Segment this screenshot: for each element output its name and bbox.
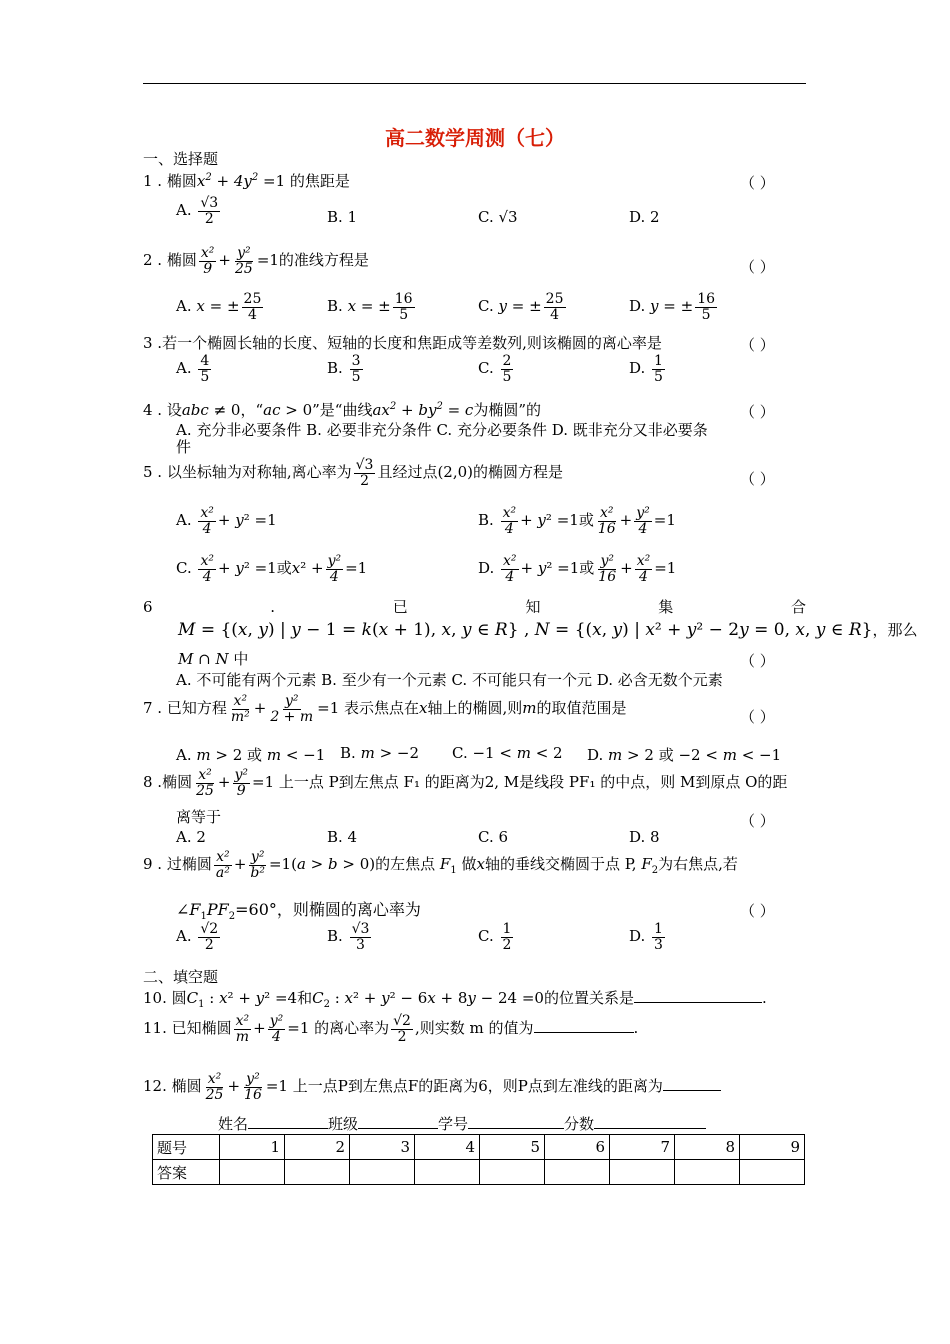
answer-paren-1: （ ） [740, 174, 775, 192]
q5-option-d: D. $\frac{\text{x²}}{4}$ + y² =1或 $\frac{\text{y²}}{16}$ + $\frac{\text{x²}}{4}$ =1 [478, 553, 677, 585]
q9-option-b: B. $\frac{√3}{3}$ [327, 921, 370, 953]
question-7: 7 . 已知方程 $\frac{\text{x²}}{\text{m²}}$ + $\frac{\text{y²}}{2 + m}$ =1 表示焦点在x轴上的椭圆,则m的取值范围是 [143, 693, 627, 725]
question-6-line-3: M ∩ N 中 [178, 650, 249, 668]
answer-paren-4: （ ） [740, 403, 775, 421]
q1-option-b: B. 1 [327, 208, 358, 226]
answer-table [152, 1134, 805, 1185]
q1-option-a: A. $\frac{√3}{2}$ [176, 195, 219, 227]
question-4: 4 . 设abc ≠ 0，“ac > 0”是“曲线$ax^2 + by^2 = c$为椭圆”的 [143, 401, 542, 419]
q6-options: A. 不可能有两个元素 B. 至少有一个元素 C. 不可能只有一个元 D. 必含无数个元素 [176, 671, 723, 689]
q7-option-c: C. −1 < m < 2 [452, 744, 563, 762]
q5-option-c: C. $\frac{\text{x²}}{4}$ + y² =1或x² + $\frac{\text{y²}}{4}$ =1 [176, 553, 368, 585]
answer-cell[interactable] [740, 1160, 805, 1185]
q7-option-a: A. m > 2 或 m < −1 [176, 746, 326, 764]
table-cell: 5 [480, 1135, 545, 1160]
name-field[interactable] [248, 1114, 328, 1129]
q8-option-d: D. 8 [629, 828, 660, 846]
q9-option-d: D. $\frac{1}{3}$ [629, 921, 663, 953]
q3-option-b: B. $\frac{3}{5}$ [327, 353, 361, 385]
q4-options-wrap: 件 [176, 438, 192, 456]
answer-paren-6: （ ） [740, 652, 775, 670]
q7-option-d: D. m > 2 或 −2 < m < −1 [587, 746, 782, 764]
question-1: 1 . 椭圆$x^2 + 4y^2 =1$ 的焦距是 [143, 172, 350, 190]
question-5: 5 . 以坐标轴为对称轴,离心率为 $\frac{√3}{2}$ 且经过点(2,0)的椭圆方程是 [143, 457, 564, 489]
row-label-answer: 答案 [153, 1160, 220, 1185]
table-row-answers [153, 1160, 805, 1185]
answer-cell[interactable] [480, 1160, 545, 1185]
section-choice-heading: 一、选择题 [143, 150, 219, 168]
question-6-sets: M = {(x, y) | y − 1 = k(x + 1), x, y ∈ R} , N = {(x, y) | x² + y² − 2y = 0, x, y ∈ R}，那么 [178, 620, 918, 640]
answer-paren-9: （ ） [740, 902, 775, 920]
class-field[interactable] [358, 1114, 438, 1129]
answer-blank-11[interactable] [534, 1018, 634, 1033]
q2-option-c: C. y = ± $\frac{25}{4}$ [478, 291, 564, 323]
answer-cell[interactable] [610, 1160, 675, 1185]
q2-option-b: B. x = ± $\frac{16}{5}$ [327, 291, 413, 323]
answer-cell[interactable] [285, 1160, 350, 1185]
top-rule [143, 83, 806, 84]
q8-option-b: B. 4 [327, 828, 358, 846]
table-cell: 8 [675, 1135, 740, 1160]
table-cell: 7 [610, 1135, 675, 1160]
table-row-numbers [153, 1135, 805, 1160]
answer-cell[interactable] [675, 1160, 740, 1185]
q3-option-a: A. $\frac{4}{5}$ [176, 353, 210, 385]
table-cell: 9 [740, 1135, 805, 1160]
page-title: 高二数学周测（七） [385, 126, 565, 150]
question-11: 11. 已知椭圆 $\frac{\text{x²}}{m}$ + $\frac{\text{y²}}{4}$ =1 的离心率为 $\frac{√2}{2}$ ,则实数 m 的值为 . [143, 1013, 639, 1045]
student-id-field[interactable] [468, 1114, 564, 1129]
table-cell: 1 [220, 1135, 285, 1160]
row-label-number: 题号 [153, 1135, 220, 1160]
answer-cell[interactable] [350, 1160, 415, 1185]
answer-cell[interactable] [220, 1160, 285, 1185]
table-cell: 2 [285, 1135, 350, 1160]
answer-paren-5: （ ） [740, 470, 775, 488]
question-9-line-2: $\angle F_1PF_2=60^\circ$，则椭圆的离心率为 [176, 900, 421, 923]
q3-option-c: C. $\frac{2}{5}$ [478, 353, 512, 385]
q4-options: A. 充分非必要条件 B. 必要非充分条件 C. 充分必要条件 D. 既非充分又非必要条 [176, 421, 708, 439]
question-12: 12. 椭圆 $\frac{\text{x²}}{25}$ + $\frac{\text{y²}}{16}$ =1 上一点P到左焦点F的距离为6，则P点到左准线的距离为 [143, 1072, 721, 1102]
table-cell: 3 [350, 1135, 415, 1160]
answer-paren-3: （ ） [740, 336, 775, 354]
q3-option-d: D. $\frac{1}{5}$ [629, 353, 663, 385]
q1-option-c: C. √3 [478, 208, 518, 226]
question-3: 3 .若一个椭圆长轴的长度、短轴的长度和焦距成等差数列,则该椭圆的离心率是 [143, 334, 662, 352]
table-cell: 6 [545, 1135, 610, 1160]
score-field[interactable] [594, 1114, 706, 1129]
q2-option-d: D. y = ± $\frac{16}{5}$ [629, 291, 716, 323]
q8-option-c: C. 6 [478, 828, 509, 846]
q2-option-a: A. x = ± $\frac{25}{4}$ [176, 291, 262, 323]
student-info-line: 姓名 班级 学号 分数 [218, 1114, 706, 1133]
question-10: 10. 圆$C_1$ : x² + y² =4和$C_2$ : x² + y² − 6x + 8y − 24 =0的位置关系是 . [143, 989, 767, 1010]
question-8: 8 .椭圆 $\frac{\text{x²}}{25}$ + $\frac{\text{y²}}{9}$ =1 上一点 P到左焦点 F₁ 的距离为2, M是线段 PF₁ 的中点，则 M到原点 O的距 [143, 767, 788, 799]
q5-option-b: B. $\frac{\text{x²}}{4}$ + y² =1或 $\frac{\text{x²}}{16}$ + $\frac{\text{y²}}{4}$ =1 [478, 505, 676, 537]
q5-option-a: A. $\frac{\text{x²}}{4}$ + y² =1 [176, 505, 277, 537]
question-8-line-2: 离等于 [176, 808, 222, 826]
question-2: 2 . 椭圆 $\frac{\text{x²}}{9}$ + $\frac{\text{y²}}{25}$ =1的准线方程是 [143, 245, 369, 277]
q9-option-c: C. $\frac{1}{2}$ [478, 921, 512, 953]
q8-option-a: A. 2 [176, 828, 206, 846]
question-6-line-1: 6 . 已 知 集 合 [143, 598, 806, 616]
answer-paren-7: （ ） [740, 708, 775, 726]
answer-paren-8: （ ） [740, 812, 775, 830]
question-9: 9 . 过椭圆 $\frac{\text{x²}}{\text{a²}}$ + $\frac{\text{y²}}{\text{b²}}$ =1(a > b > 0)的左焦点 $F_1$ 做x轴的垂线交椭圆于点 P, $F_2$为右焦点,若 [143, 849, 738, 881]
q7-option-b: B. m > −2 [340, 744, 420, 762]
answer-paren-2: （ ） [740, 258, 775, 276]
answer-blank-10[interactable] [634, 988, 762, 1003]
answer-cell[interactable] [415, 1160, 480, 1185]
answer-blank-12[interactable] [663, 1076, 721, 1091]
table-cell: 4 [415, 1135, 480, 1160]
q9-option-a: A. $\frac{√2}{2}$ [176, 921, 219, 953]
section-fill-heading: 二、填空题 [143, 968, 219, 986]
answer-cell[interactable] [545, 1160, 610, 1185]
q1-option-d: D. 2 [629, 208, 660, 226]
